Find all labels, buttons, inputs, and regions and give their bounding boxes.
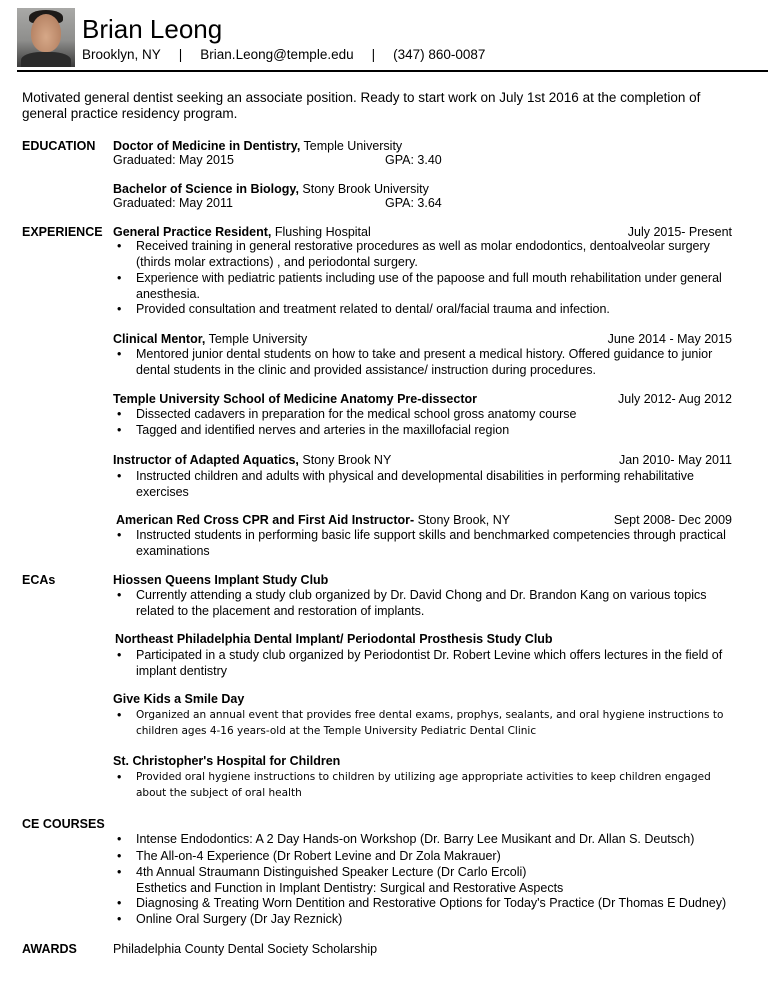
job-title: General Practice Resident, Flushing Hospital <box>113 225 371 239</box>
job-title: American Red Cross CPR and First Aid Instructor- Stony Brook, NY <box>116 513 511 527</box>
profile-photo <box>17 8 75 67</box>
location: Brooklyn, NY <box>82 47 161 62</box>
bullet: • <box>117 407 122 421</box>
bullet: • <box>117 648 122 662</box>
candidate-name: Brian Leong <box>82 14 223 44</box>
job-bullet: Instructed students in performing basic life support skills and benchmarked competencies through practical examinations <box>136 528 726 558</box>
bullet: • <box>117 271 122 285</box>
job-bullet: Received training in general restorative procedures as well as molar endodontics, dentoalveolar surgery (thirds molar extractions) , and periodontal surgery. <box>136 239 710 269</box>
job-bullet: Provided consultation and treatment related to dental/ oral/facial trauma and infection. <box>136 302 610 316</box>
objective: Motivated general dentist seeking an associate position. Ready to start work on July 1st 2016 at the completion of general practice residency program. <box>22 90 701 121</box>
ce-course: Online Oral Surgery (Dr Jay Reznick) <box>136 912 343 926</box>
education-graduated: Graduated: May 2015 <box>113 153 234 167</box>
email: Brian.Leong@temple.edu <box>200 47 354 62</box>
education-degree: Bachelor of Science in Biology, Stony Brook University <box>113 182 429 196</box>
job-bullet: Experience with pediatric patients including use of the papoose and full mouth rehabilitation under general anesthesia. <box>136 271 722 301</box>
education-gpa: GPA: 3.64 <box>385 196 442 210</box>
eca-bullet: Currently attending a study club organized by Dr. David Chong and Dr. Brandon Kang on various topics related to the placement and restoration of implants. <box>136 588 707 618</box>
phone: (347) 860-0087 <box>393 47 486 62</box>
job-dates: Jan 2010- May 2011 <box>618 453 732 467</box>
bullet: • <box>117 239 122 253</box>
job-title: Temple University School of Medicine Anatomy Pre-dissector <box>113 392 477 406</box>
bullet: • <box>117 588 122 602</box>
job-bullet: Dissected cadavers in preparation for the medical school gross anatomy course <box>136 407 577 421</box>
education-gpa: GPA: 3.40 <box>385 153 442 167</box>
job-title: Clinical Mentor, Temple University <box>113 332 308 346</box>
bullet: • <box>117 770 122 784</box>
eca-title: Give Kids a Smile Day <box>113 692 245 706</box>
education-graduated: Graduated: May 2011 <box>113 196 233 210</box>
bullet: • <box>117 528 122 542</box>
bullet: • <box>117 708 122 722</box>
bullet: • <box>117 865 122 879</box>
bullet: • <box>117 849 122 863</box>
award: Philadelphia County Dental Society Scholarship <box>113 942 378 956</box>
eca-title: St. Christopher's Hospital for Children <box>113 754 341 768</box>
bullet: • <box>117 832 122 846</box>
job-title: Instructor of Adapted Aquatics, Stony Brook NY <box>113 453 392 467</box>
ce-course: 4th Annual Straumann Distinguished Speaker Lecture (Dr Carlo Ercoli) <box>136 865 527 879</box>
section-ecas: ECAs <box>22 573 56 587</box>
education-degree: Doctor of Medicine in Dentistry, Temple University <box>113 139 403 153</box>
eca-title: Hiossen Queens Implant Study Club <box>113 573 329 587</box>
ce-course: Intense Endodontics: A 2 Day Hands-on Workshop (Dr. Barry Lee Musikant and Dr. Allan S. Deutsch) <box>136 832 695 846</box>
header-divider <box>17 70 768 72</box>
ce-course: Esthetics and Function in Implant Dentistry: Surgical and Restorative Aspects <box>136 881 564 895</box>
eca-bullet: Participated in a study club organized by Periodontist Dr. Robert Levine which offers lectures in the field of implant dentistry <box>136 648 723 678</box>
bullet: • <box>117 347 122 361</box>
separator: | <box>178 47 183 62</box>
job-bullet: Instructed children and adults with physical and developmental disabilities in performing rehabilitative exercises <box>136 469 694 499</box>
bullet: • <box>117 896 122 910</box>
job-dates: July 2012- Aug 2012 <box>618 392 732 406</box>
ce-course: The All-on-4 Experience (Dr Robert Levine and Dr Zola Makrauer) <box>136 849 501 863</box>
bullet: • <box>117 302 122 316</box>
job-dates: June 2014 - May 2015 <box>607 332 732 346</box>
job-dates: July 2015- Present <box>627 225 732 239</box>
eca-bullet: Provided oral hygiene instructions to children by utilizing age appropriate activities to keep children engaged about the subject of oral health <box>136 771 711 799</box>
bullet: • <box>117 423 122 437</box>
job-bullet: Tagged and identified nerves and arteries in the maxillofacial region <box>136 423 510 437</box>
bullet: • <box>117 469 122 483</box>
section-experience: EXPERIENCE <box>22 225 103 239</box>
job-dates: Sept 2008- Dec 2009 <box>613 513 732 527</box>
separator: | <box>371 47 376 62</box>
contact-line <box>82 47 485 63</box>
section-ce-courses: CE COURSES <box>22 817 105 831</box>
section-awards: AWARDS <box>22 942 77 956</box>
eca-title: Northeast Philadelphia Dental Implant/ Periodontal Prosthesis Study Club <box>115 632 553 646</box>
eca-bullet: Organized an annual event that provides free dental exams, prophys, sealants, and oral hygiene instructions to children ages 4-16 years-old at the Temple University Pediatric Dental Clinic <box>136 709 724 737</box>
section-education: EDUCATION <box>22 139 96 153</box>
ce-course: Diagnosing & Treating Worn Dentition and Restorative Options for Today's Practice (Dr Thomas E Dudney) <box>136 896 727 910</box>
job-bullet: Mentored junior dental students on how to take and present a medical history. Offered guidance to junior dental students in the clinic and provided assistance/ instruction during procedures. <box>136 347 713 377</box>
bullet: • <box>117 912 122 926</box>
